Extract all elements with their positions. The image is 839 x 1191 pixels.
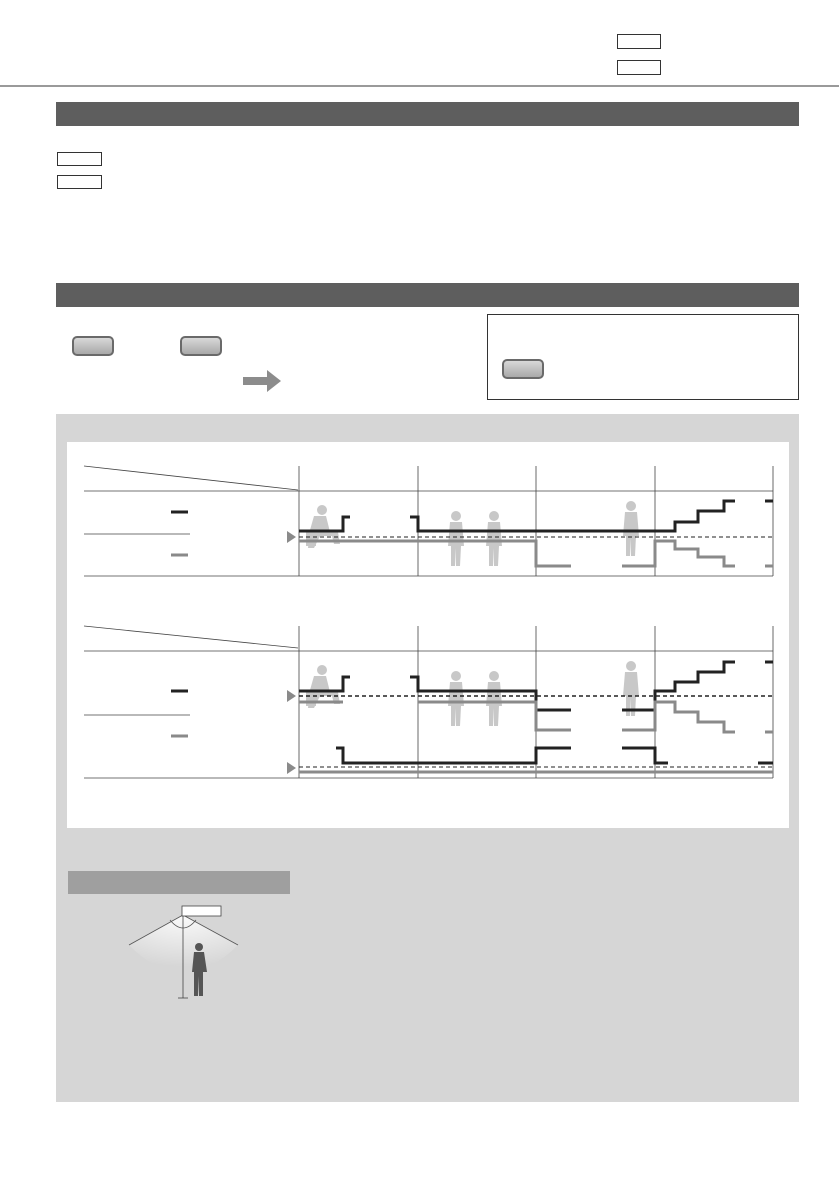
upper-diagram (84, 466, 773, 576)
sensor-unit (182, 906, 221, 916)
corner-diagonal (84, 466, 298, 490)
sensor-section-title (68, 871, 290, 894)
sensor-illustration (129, 906, 238, 998)
setpoint-marker (287, 531, 296, 543)
person-icon (192, 952, 207, 996)
lower-diagram (84, 626, 773, 778)
